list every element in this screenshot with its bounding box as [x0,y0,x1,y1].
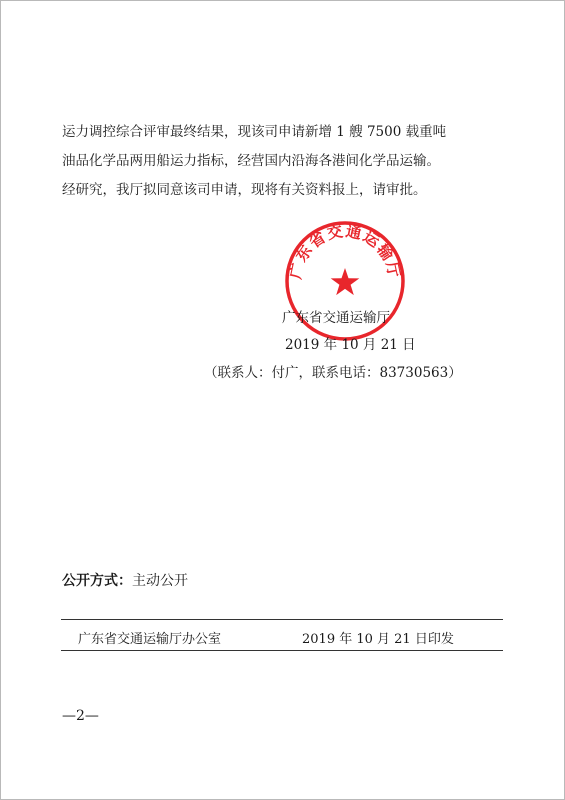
signature-date: 2019 年 10 月 21 日 [285,337,416,353]
body-line-2: 油品化学品两用船运力指标，经营国内沿海各港间化学品运输。 [62,153,440,169]
page-number: —2— [62,708,99,724]
signature-org: 广东省交通运输厅 [282,310,390,326]
body-line-3: 经研究，我厅拟同意该司申请，现将有关资料报上，请审批。 [62,182,427,198]
disclosure-method [62,570,188,590]
signature-contact: （联系人：付广，联系电话：83730563） [204,365,462,381]
disclosure-value: 主动公开 [132,573,188,589]
document-body [62,118,512,205]
footer-issue-date: 2019 年 10 月 21 日印发 [302,632,454,647]
disclosure-label: 公开方式： [62,573,132,589]
body-line-1: 运力调控综合评审最终结果，现该司申请新增 1 艘 7500 载重吨 [62,124,447,140]
footer-issuer: 广东省交通运输厅办公室 [78,632,222,647]
footer-rule-top [61,619,503,620]
seal-text: 广东省交通运输厅 [286,222,404,281]
footer-rule-bottom [61,650,503,651]
seal-star-icon [331,268,360,295]
